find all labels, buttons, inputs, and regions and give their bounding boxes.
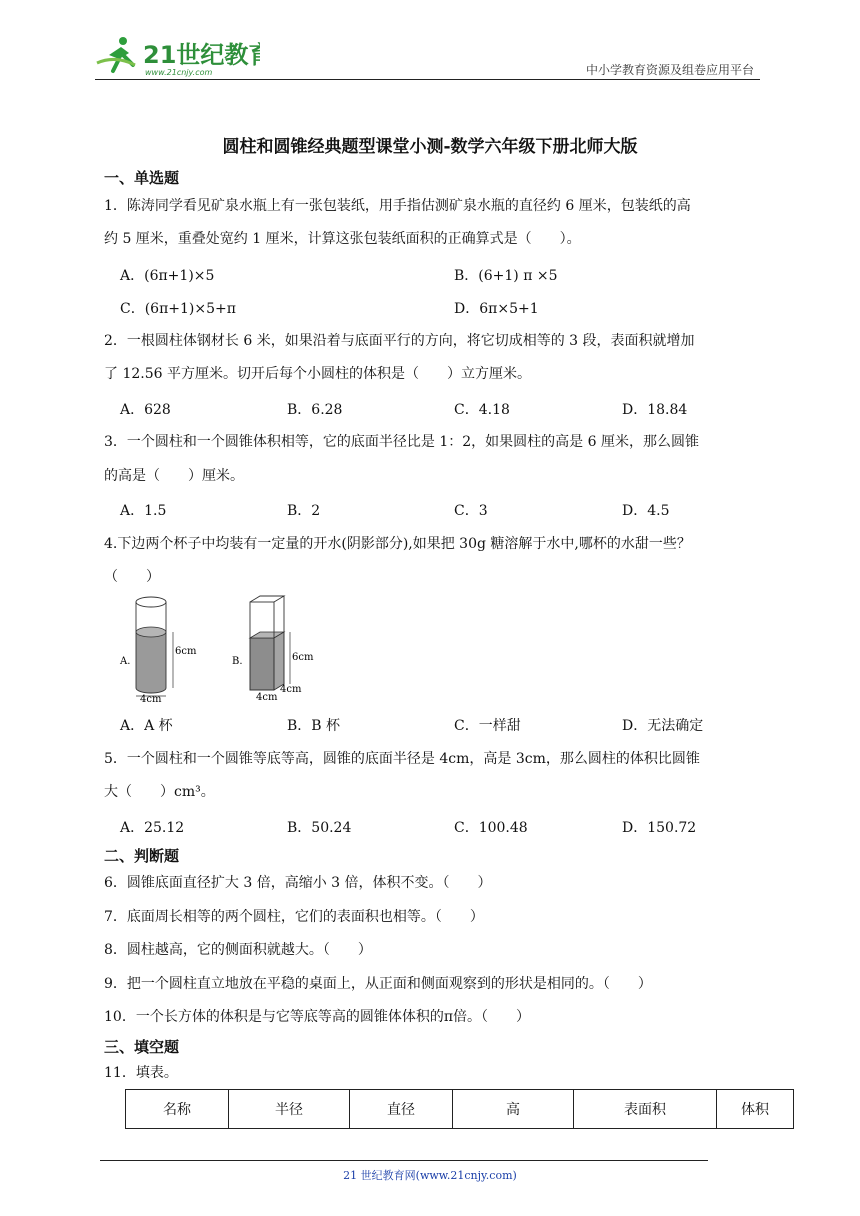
section-heading-1: 一、单选题 [104,169,180,187]
svg-text:A.: A. [120,656,131,667]
question-11: 11．填表。 [104,1065,178,1081]
option-4a: A．A 杯 [120,718,173,734]
option-5d: D．150.72 [622,820,697,836]
question-10: 10．一个长方体的体积是与它等底等高的圆锥体体积的π倍。（ ） [104,1009,531,1025]
question-2-line-1: 2．一根圆柱体钢材长 6 米，如果沿着与底面平行的方向，将它切成相等的 3 段，表面积就增加 [104,333,695,349]
option-5a: A．25.12 [120,820,185,836]
cups-figure [118,594,328,704]
table-header-cell: 表面积 [574,1090,717,1129]
option-1c: C．(6π+1)×5+π [120,301,236,317]
option-2b: B．6.28 [287,402,343,418]
question-2-line-2: 了 12.56 平方厘米。切开后每个小圆柱的体积是（ ）立方厘米。 [104,366,531,382]
question-3-line-1: 3．一个圆柱和一个圆锥体积相等，它的底面半径比是 1：2，如果圆柱的高是 6 厘米，那么圆锥 [104,434,699,450]
option-3c: C．3 [454,503,488,519]
question-8: 8．圆柱越高，它的侧面积就越大。（ ） [104,942,372,958]
fill-in-table [125,1089,794,1129]
svg-text:B.: B. [232,656,243,667]
section-heading-3: 三、填空题 [104,1038,180,1056]
svg-text:4cm: 4cm [140,694,162,704]
option-2d: D．18.84 [622,402,688,418]
question-7: 7．底面周长相等的两个圆柱，它们的表面积也相等。（ ） [104,909,484,925]
question-1-line-2: 约 5 厘米，重叠处宽约 1 厘米，计算这张包装纸面积的正确算式是（ ）。 [104,231,581,247]
svg-text:6cm: 6cm [292,652,314,663]
table-header-cell: 名称 [126,1090,229,1129]
question-5-line-2: 大（ ）cm³。 [104,784,215,800]
cylinder-cup-a [119,597,197,704]
svg-text:www.21cnjy.com: www.21cnjy.com [145,68,213,77]
runner-icon [97,37,135,71]
table-header-cell: 高 [453,1090,574,1129]
svg-text:21世纪教育: 21世纪教育 [143,41,260,69]
option-1d: D．6π×5+1 [454,301,539,317]
option-2c: C．4.18 [454,402,510,418]
site-logo [95,33,260,78]
option-1a: A．(6π+1)×5 [120,268,215,284]
table-header-cell: 体积 [717,1090,794,1129]
footer-divider [100,1160,708,1161]
option-4b: B．B 杯 [287,718,341,734]
section-heading-2: 二、判断题 [104,847,180,865]
question-9: 9．把一个圆柱直立地放在平稳的桌面上，从正面和侧面观察到的形状是相同的。（ ） [104,976,652,992]
footer-link[interactable]: 21 世纪教育网(www.21cnjy.com) [343,1169,517,1182]
option-5c: C．100.48 [454,820,528,836]
option-3a: A．1.5 [120,503,167,519]
question-6: 6．圆锥底面直径扩大 3 倍，高缩小 3 倍，体积不变。（ ） [104,875,492,891]
option-3b: B．2 [287,503,321,519]
header-divider [95,79,760,80]
page-title: 圆柱和圆锥经典题型课堂小测-数学六年级下册北师大版 [222,137,638,157]
question-5-line-1: 5．一个圆柱和一个圆锥等底等高，圆锥的底面半径是 4cm，高是 3cm，那么圆柱的体积比圆锥 [104,751,700,767]
option-3d: D．4.5 [622,503,670,519]
svg-text:6cm: 6cm [175,646,197,657]
table-header-cell: 直径 [350,1090,453,1129]
option-2a: A．628 [120,402,171,418]
option-4d: D．无法确定 [622,718,704,734]
option-4c: C．一样甜 [454,718,521,734]
option-5b: B．50.24 [287,820,352,836]
question-4-line-1: 4.下边两个杯子中均装有一定量的开水(阴影部分),如果把 30g 糖溶解于水中,哪杯的水甜一些？ [104,536,691,552]
table-header-row [126,1090,794,1129]
option-1b: B．(6+1) π ×5 [454,268,558,284]
question-1-line-1: 1．陈涛同学看见矿泉水瓶上有一张包装纸，用手指估测矿泉水瓶的直径约 6 厘米，包装纸的高 [104,198,691,214]
svg-text:4cm: 4cm [280,684,302,695]
table-header-cell: 半径 [229,1090,350,1129]
cuboid-cup-b [232,596,314,703]
question-3-line-2: 的高是（ ）厘米。 [104,468,244,484]
platform-label: 中小学教育资源及组卷应用平台 [585,63,754,77]
question-4-line-2: （ ） [104,569,160,585]
svg-text:4cm: 4cm [256,692,278,703]
